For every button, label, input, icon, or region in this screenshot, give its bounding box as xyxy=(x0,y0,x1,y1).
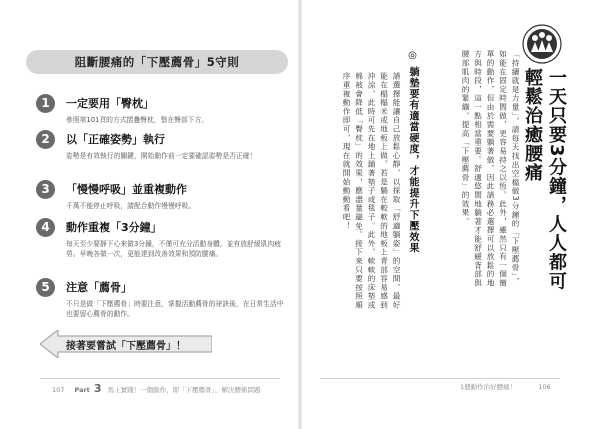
page-number-right: 106 xyxy=(538,383,551,391)
footer-left xyxy=(52,382,260,395)
tip-heading-2: 以「正確姿勢」執行 xyxy=(66,133,165,146)
tip-body-4: 每天至少要靜下心來做3分鐘，不僅可充分活動身體，並有放舒緩肌肉疲勞。早晚各做一次，更能達到改善效果和預防腰痛。 xyxy=(66,240,282,258)
tip-number-5: 5 xyxy=(36,278,55,297)
tip-heading-5: 注意「薦骨」 xyxy=(66,281,132,294)
footer-divider-left xyxy=(40,378,280,379)
subheading: ◎ 躺墊要有適當硬度，才能提升下壓效果 xyxy=(407,50,418,254)
headline: 一天只要3分鐘，人人都可輕鬆治癒腰痛 xyxy=(522,68,567,291)
tip-heading-4: 動作重複「3分鐘」 xyxy=(66,221,162,234)
rules-title: 阻斷腰痛的「下壓薦骨」5守則 xyxy=(74,55,240,69)
book-gutter xyxy=(298,0,302,429)
tip-2 xyxy=(41,132,290,161)
paragraph-1: 「持續就是力量」，請每天找出空檔做3分鐘的「下壓薦骨」，如能在固定時間做，更容易持之以恆。此外，雖然只有一個簡單的動作，但由於需要躺著做，因此請務必選擇可以放鬆的地方與時段，這一點相當重要。舒適悠閒地躺著才能舒緩背部與腰部肌肉的緊繃，提高「下壓薦骨」的效果。 xyxy=(461,50,520,288)
tip-heading-1: 一定要用「臀枕」 xyxy=(66,97,154,110)
tip-1 xyxy=(41,96,290,125)
rules-banner xyxy=(26,50,288,74)
cta-arrow xyxy=(40,330,212,358)
tip-3 xyxy=(41,182,290,211)
tip-5 xyxy=(41,280,290,319)
tip-4 xyxy=(41,220,290,259)
footer-right xyxy=(460,382,551,391)
chapter-title-right: 1個動作治好腰痛！ xyxy=(460,383,517,391)
people-logo-icon xyxy=(522,24,562,64)
cta-text: 接著要嘗試「下壓薦骨」！ xyxy=(66,341,186,352)
tip-body-3: 千萬不能停止呼吸，請配合動作慢慢呼吸。 xyxy=(66,202,196,210)
tip-heading-3: 「慢慢呼吸」並重複動作 xyxy=(66,183,187,196)
tip-number-3: 3 xyxy=(36,180,55,199)
footer-divider-right xyxy=(320,378,560,379)
tip-body-5: 不只是做「下壓薦骨」時要注意，掌握活動薦骨的祕訣後，在日常生活中也要留心薦骨的動作。 xyxy=(66,300,284,318)
tip-number-1: 1 xyxy=(36,94,55,113)
tip-number-4: 4 xyxy=(36,218,55,237)
tip-body-1: 參照第101頁的方式摺疊臀枕，墊在臀部下方。 xyxy=(66,116,209,124)
page-number-left: 107 xyxy=(52,386,65,394)
paragraph-2: 請選擇能讓自己放鬆心靜，以採取「舒適躺姿」的空間，最好能在榻榻米或地板上做。若是躺在較軟的地板上背部容易感到沖涼，此時可先在地上鋪著墊子或毯子。此外，軟軟的床墊或棉被會降低「臀枕」的效果，應盡量避免。接下來只要按照順序重複動作即可，現在就開始動動看吧！ xyxy=(342,72,401,310)
tip-body-2: 姿勢是有效執行的關鍵，開始動作前一定要確認姿勢是否正確！ xyxy=(66,152,257,160)
tip-number-2: 2 xyxy=(36,130,55,149)
part-label: Part xyxy=(74,386,90,394)
chapter-title-left: 馬上實踐！一個動作，即「下壓薦骨」，解決腰痛問題 xyxy=(107,386,261,394)
part-number: 3 xyxy=(93,382,102,395)
